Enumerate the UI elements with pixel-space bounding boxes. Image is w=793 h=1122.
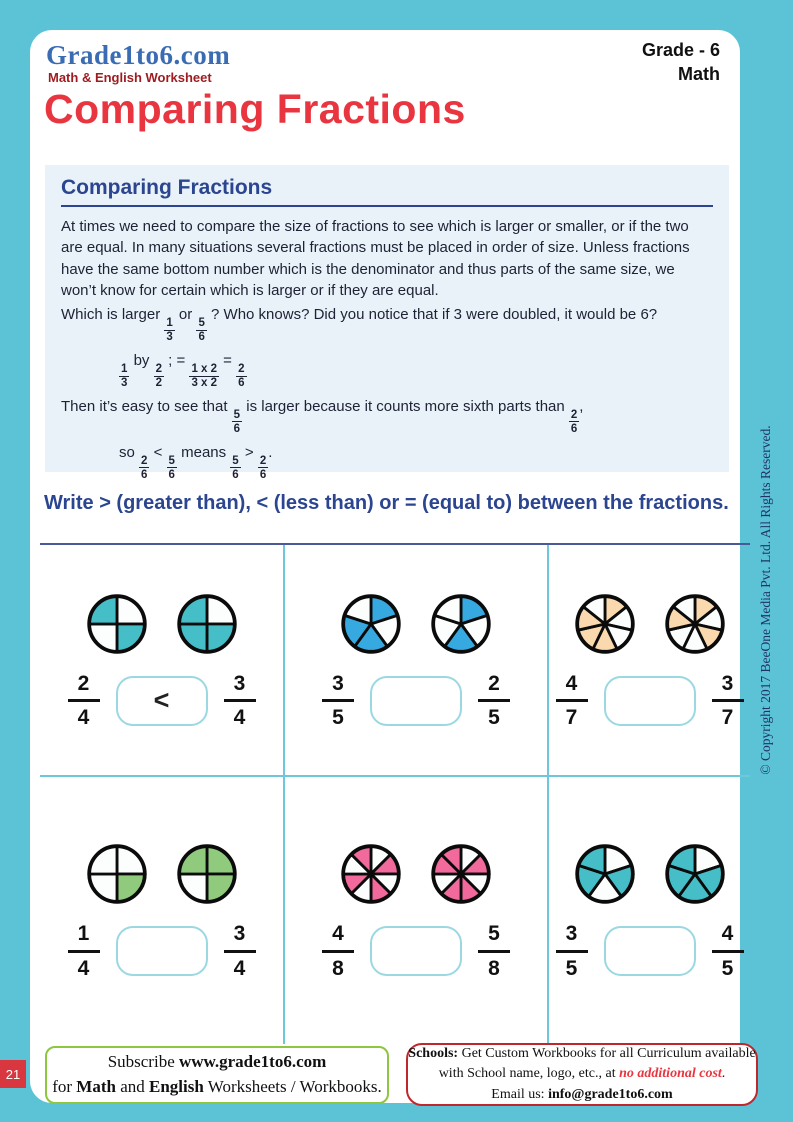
- inline-fraction: $\frac{1 x 2}{3 x 2}$: [191, 362, 218, 390]
- inline-fraction: $\frac{5}{6}$: [168, 454, 175, 481]
- inline-fraction: $\frac{5}{6}$: [232, 454, 239, 481]
- fraction-bar: [68, 950, 100, 953]
- fraction-bar: [712, 699, 744, 702]
- pie-pair: [572, 591, 728, 657]
- comparison-row: [322, 672, 510, 729]
- pie-pair: [84, 591, 240, 657]
- info-box-heading: Comparing Fractions: [61, 176, 713, 207]
- footer-text-segment: Math: [76, 1077, 116, 1096]
- exercise-cell-6: [547, 777, 750, 1044]
- grade-subject-label: [642, 38, 720, 87]
- fraction-pie-left: [572, 591, 638, 657]
- footer-schools-box: [406, 1043, 758, 1106]
- fraction-left: $\frac{3}{5}$: [556, 922, 588, 979]
- inline-fraction: $\frac{2}{6}$: [570, 408, 578, 435]
- info-box-body: [61, 216, 713, 481]
- fraction-pie-left: [572, 841, 638, 907]
- fraction-bar: [478, 699, 510, 702]
- exercise-cell-3: [547, 545, 750, 777]
- schools-line-2: [408, 1064, 756, 1084]
- inline-fraction: $\frac{5}{6}$: [198, 317, 205, 344]
- pie-pair: [84, 841, 240, 907]
- fraction-right: $\frac{3}{4}$: [224, 672, 256, 729]
- info-paragraph: Which is larger $\frac{1}{3}$ or $\frac{5}{6}$ ? Who knows? Did you notice that if 3 were doubled, it would be 6?: [61, 306, 658, 344]
- footer-text-segment: no additional cost: [619, 1066, 722, 1082]
- footer-text-segment: Subscribe: [107, 1052, 179, 1072]
- fraction-left: $\frac{4}{7}$: [556, 672, 588, 729]
- fraction-left: $\frac{3}{5}$: [322, 672, 354, 729]
- inline-fraction: $\frac{5}{6}$: [233, 408, 241, 435]
- footer-subscribe-box: [45, 1046, 389, 1104]
- exercise-cell-1: [40, 545, 283, 777]
- fraction-bar: [224, 950, 256, 953]
- site-logo: Grade1to6.com: [46, 40, 231, 70]
- exercise-grid: [40, 543, 750, 1042]
- page-title: Comparing Fractions: [44, 86, 466, 132]
- fraction-pie-right: [174, 841, 240, 907]
- exercise-cell-5: [283, 777, 547, 1044]
- footer-text-segment: .: [721, 1066, 726, 1082]
- info-paragraph: $\frac{1}{3}$ by $\frac{2}{2}$ ; = $\frac{1 x 2}{3 x 2}$ = $\frac{2}{6}$: [121, 351, 245, 390]
- fraction-pie-left: [84, 591, 150, 657]
- info-paragraph: so $\frac{2}{6}$ < $\frac{5}{6}$ means $\frac{5}{6}$ > $\frac{2}{6}$ .: [119, 443, 273, 481]
- fraction-bar: [68, 699, 100, 702]
- info-paragraph: At times we need to compare the size of fractions to see which is larger or smaller, or if the two are equal. In many situations several fractions must be placed in order of size. Unless fractions have the same bottom number which is the denominator and thus parts of the same size, we won’t know for certain which is larger or if they are equal.: [61, 218, 690, 299]
- inline-fraction: $\frac{2}{6}$: [141, 454, 148, 481]
- footer-text-segment: English: [149, 1077, 204, 1096]
- fraction-bar: [712, 950, 744, 953]
- page-number-badge: 21: [0, 1060, 26, 1088]
- schools-line-3: [408, 1085, 756, 1105]
- footer-text-segment: for: [52, 1077, 77, 1096]
- inline-fraction: $\frac{2}{2}$: [155, 362, 162, 390]
- fraction-pie-right: [662, 841, 728, 907]
- footer-text-segment: info@grade1to6.com: [548, 1086, 673, 1102]
- fraction-right: $\frac{4}{5}$: [712, 922, 744, 979]
- info-paragraph: Then it’s easy to see that $\frac{5}{6}$ is larger because it counts more sixth parts than $\frac{2}{6}$ ,: [61, 397, 584, 435]
- exercise-cell-4: [40, 777, 283, 1044]
- info-box: [45, 165, 729, 481]
- fraction-pie-left: [338, 591, 404, 657]
- fraction-left: $\frac{1}{4}$: [68, 922, 100, 979]
- worksheet-sheet: [30, 30, 756, 1103]
- pie-pair: [338, 591, 494, 657]
- footer-text-segment: and: [115, 1077, 149, 1096]
- footer-text-segment: Schools:: [408, 1046, 459, 1062]
- pie-pair: [572, 841, 728, 907]
- fraction-pie-right: [428, 841, 494, 907]
- schools-line-1: [408, 1044, 756, 1064]
- fraction-pie-right: [662, 591, 728, 657]
- copyright-vertical-text: © Copyright 2017 BeeOne Media Pvt. Ltd. All Rights Reserved.: [758, 425, 773, 775]
- footer-text-segment: Worksheets / Workbooks.: [203, 1077, 382, 1096]
- fraction-right: $\frac{3}{4}$: [224, 922, 256, 979]
- fraction-pie-right: [428, 591, 494, 657]
- fraction-right: $\frac{2}{5}$: [478, 672, 510, 729]
- answer-box-1[interactable]: <: [116, 676, 208, 726]
- inline-fraction: $\frac{2}{6}$: [259, 454, 267, 481]
- fraction-bar: [556, 950, 588, 953]
- comparison-row: [556, 922, 744, 979]
- fraction-bar: [322, 950, 354, 953]
- fraction-right: $\frac{3}{7}$: [712, 672, 744, 729]
- fraction-left: $\frac{4}{8}$: [322, 922, 354, 979]
- answer-box-3[interactable]: [604, 676, 696, 726]
- answer-box-5[interactable]: [370, 926, 462, 976]
- footer-text-segment: www.grade1to6.com: [178, 1052, 327, 1072]
- instruction-text: Write > (greater than), < (less than) or = (equal to) between the fractions.: [44, 492, 729, 514]
- inline-fraction: $\frac{2}{6}$: [238, 362, 245, 390]
- footer-text-segment: Email us:: [491, 1086, 549, 1102]
- grade-label: Grade - 6: [641, 40, 720, 60]
- comparison-row: [68, 672, 256, 729]
- subscribe-line-1: [47, 1050, 387, 1075]
- answer-box-4[interactable]: [116, 926, 208, 976]
- fraction-pie-right: [174, 591, 240, 657]
- inline-fraction: $\frac{1}{3}$: [166, 317, 173, 344]
- subscribe-line-2: [47, 1075, 387, 1100]
- fraction-bar: [224, 699, 256, 702]
- fraction-bar: [556, 699, 588, 702]
- pie-pair: [338, 841, 494, 907]
- fraction-bar: [322, 699, 354, 702]
- comparison-row: [322, 922, 510, 979]
- fraction-right: $\frac{5}{8}$: [478, 922, 510, 979]
- comparison-row: [68, 922, 256, 979]
- exercise-cell-2: [283, 545, 547, 777]
- subject-label: Math: [678, 64, 720, 85]
- inline-fraction: $\frac{1}{3}$: [121, 362, 128, 390]
- footer-text-segment: with School name, logo, etc., at: [438, 1066, 620, 1082]
- fraction-pie-left: [84, 841, 150, 907]
- fraction-left: $\frac{2}{4}$: [68, 672, 100, 729]
- comparison-row: [556, 672, 744, 729]
- fraction-pie-left: [338, 841, 404, 907]
- footer-text-segment: Get Custom Workbooks for all Curriculum available: [458, 1046, 756, 1062]
- answer-box-2[interactable]: [370, 676, 462, 726]
- site-logo-subtitle: Math & English Worksheet: [48, 70, 212, 85]
- fraction-bar: [478, 950, 510, 953]
- answer-box-6[interactable]: [604, 926, 696, 976]
